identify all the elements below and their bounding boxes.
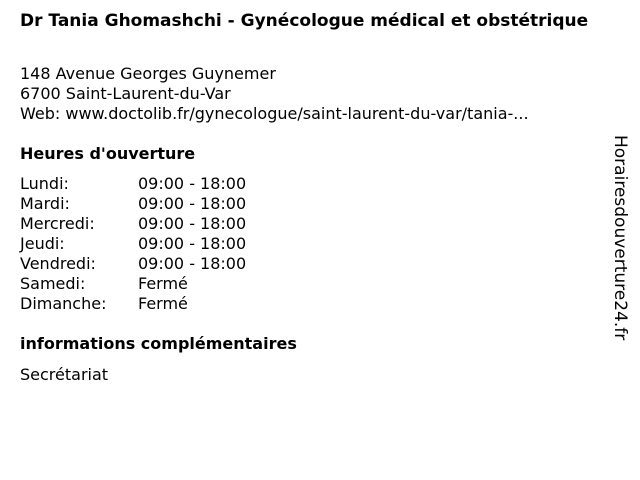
address-street: 148 Avenue Georges Guynemer bbox=[20, 64, 276, 83]
day-label: Lundi: bbox=[20, 174, 69, 193]
hours-row-mardi bbox=[20, 194, 246, 214]
day-label: Vendredi: bbox=[20, 254, 96, 273]
address-block bbox=[20, 64, 529, 124]
time-value: Fermé bbox=[138, 274, 188, 293]
day-label: Jeudi: bbox=[20, 234, 65, 253]
day-label: Dimanche: bbox=[20, 294, 107, 313]
hours-heading: Heures d'ouverture bbox=[20, 144, 196, 163]
day-label: Mardi: bbox=[20, 194, 70, 213]
hours-row-mercredi bbox=[20, 214, 246, 234]
hours-row-vendredi bbox=[20, 254, 246, 274]
business-name: Dr Tania Ghomashchi - Gynécologue médical et obstétrique bbox=[20, 11, 589, 31]
day-label: Mercredi: bbox=[20, 214, 95, 233]
time-value: 09:00 - 18:00 bbox=[138, 174, 247, 193]
time-value: 09:00 - 18:00 bbox=[138, 194, 247, 213]
time-value: 09:00 - 18:00 bbox=[138, 214, 247, 233]
info-text: Secrétariat bbox=[20, 365, 109, 384]
site-watermark: Horairesdouverture24.fr bbox=[610, 135, 630, 341]
info-heading: informations complémentaires bbox=[20, 334, 297, 353]
hours-row-lundi bbox=[20, 174, 246, 194]
hours-row-jeudi bbox=[20, 234, 246, 254]
time-value: 09:00 - 18:00 bbox=[138, 234, 247, 253]
hours-table bbox=[20, 174, 246, 314]
address-city: 6700 Saint-Laurent-du-Var bbox=[20, 84, 231, 103]
hours-row-samedi bbox=[20, 274, 246, 294]
website-link[interactable]: Web: www.doctolib.fr/gynecologue/saint-laurent-du-var/tania-... bbox=[20, 104, 529, 123]
hours-row-dimanche bbox=[20, 294, 246, 314]
time-value: Fermé bbox=[138, 294, 188, 313]
day-label: Samedi: bbox=[20, 274, 86, 293]
time-value: 09:00 - 18:00 bbox=[138, 254, 247, 273]
